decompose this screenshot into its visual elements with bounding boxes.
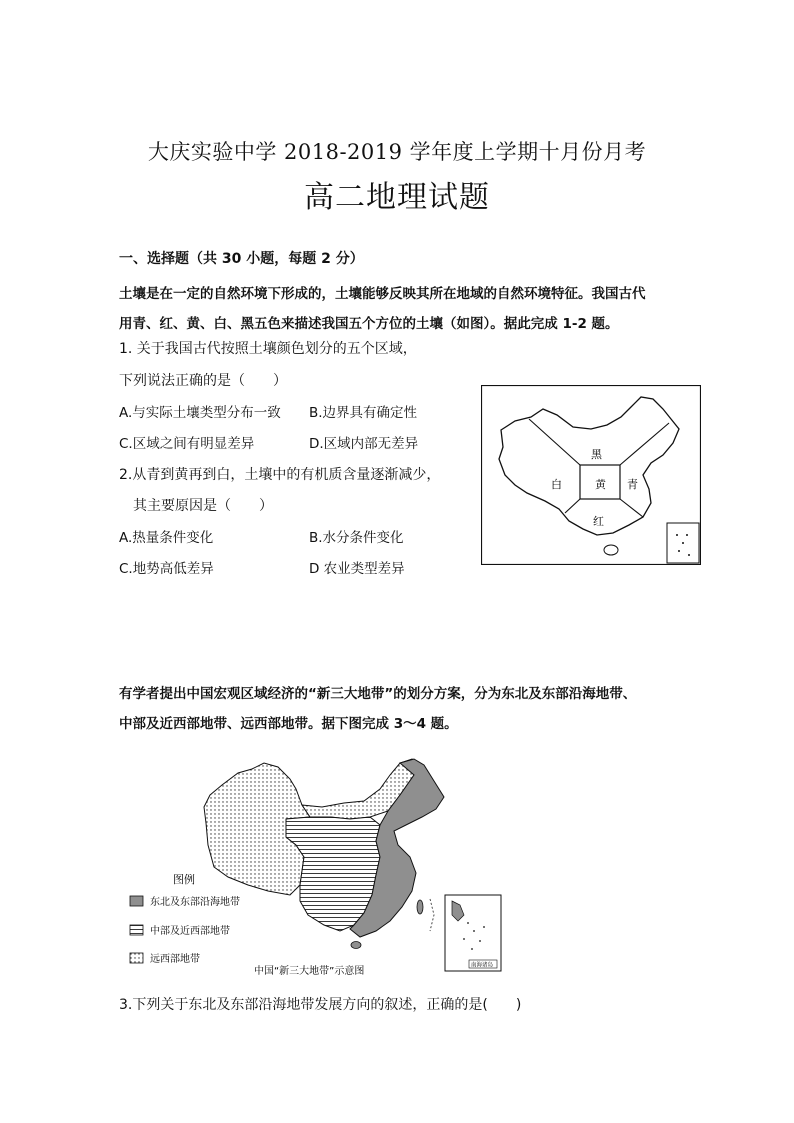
q2-option-d[interactable]: D 农业类型差异 (309, 561, 405, 577)
legend-swatch-coastal (130, 896, 143, 906)
legend-item-coastal: 东北及东部沿海地带 (150, 897, 240, 908)
label-bai: 白 (551, 478, 562, 491)
q3-stem: 3.下列关于东北及东部沿海地带发展方向的叙述，正确的是( ) (119, 997, 522, 1013)
q1-option-d[interactable]: D.区域内部无差异 (309, 436, 419, 452)
label-qing: 青 (627, 478, 638, 491)
legend-swatch-central (130, 925, 143, 935)
legend-item-far-west: 远西部地带 (150, 954, 200, 965)
soil-color-map (481, 385, 701, 565)
label-hong: 红 (593, 515, 604, 528)
soil-color-map-svg (481, 385, 701, 565)
legend-item-central: 中部及近西部地带 (150, 926, 230, 937)
q1-option-b[interactable]: B.边界具有确定性 (309, 405, 418, 421)
exam-title: 大庆实验中学 2018-2019 学年度上学期十月份月考 (147, 140, 647, 164)
q2-stem-line1: 2.从青到黄再到白，土壤中的有机质含量逐渐减少， (119, 467, 441, 483)
three-belts-map (118, 745, 513, 983)
legend-title: 图例 (173, 873, 195, 886)
inset-label: 南海诸岛 (471, 962, 494, 969)
q2-option-c[interactable]: C.地势高低差异 (119, 561, 214, 577)
q2-stem-line2: 其主要原因是（ ） (133, 498, 273, 514)
q1-option-a[interactable]: A.与实际土壤类型分布一致 (119, 405, 281, 421)
three-belts-map-svg (118, 745, 513, 983)
map2-caption: 中国“新三大地带”示意图 (254, 966, 365, 977)
passage1-line2: 用青、红、黄、白、黑五色来描述我国五个方位的土壤（如图）。据此完成 1-2 题。 (119, 316, 619, 332)
q2-option-a[interactable]: A.热量条件变化 (119, 530, 214, 546)
label-huang: 黄 (595, 478, 606, 491)
label-hei: 黑 (591, 448, 602, 461)
subject-title: 高二地理试题 (304, 180, 490, 215)
q1-option-c[interactable]: C.区域之间有明显差异 (119, 436, 255, 452)
passage2-line2: 中部及近西部地带、远西部地带。据下图完成 3～4 题。 (119, 716, 458, 732)
passage2-line1: 有学者提出中国宏观区域经济的“新三大地带”的划分方案，分为东北及东部沿海地带、 (119, 686, 637, 702)
passage1-line1: 土壤是在一定的自然环境下形成的，土壤能够反映其所在地域的自然环境特征。我国古代 (119, 286, 646, 302)
legend-swatch-far-west (130, 953, 143, 963)
q1-stem-line2: 下列说法正确的是（ ） (119, 373, 287, 389)
q1-stem-line1: 1. 关于我国古代按照土壤颜色划分的五个区域， (119, 341, 417, 357)
section-heading: 一、选择题（共 30 小题，每题 2 分） (119, 251, 364, 267)
q2-option-b[interactable]: B.水分条件变化 (309, 530, 404, 546)
